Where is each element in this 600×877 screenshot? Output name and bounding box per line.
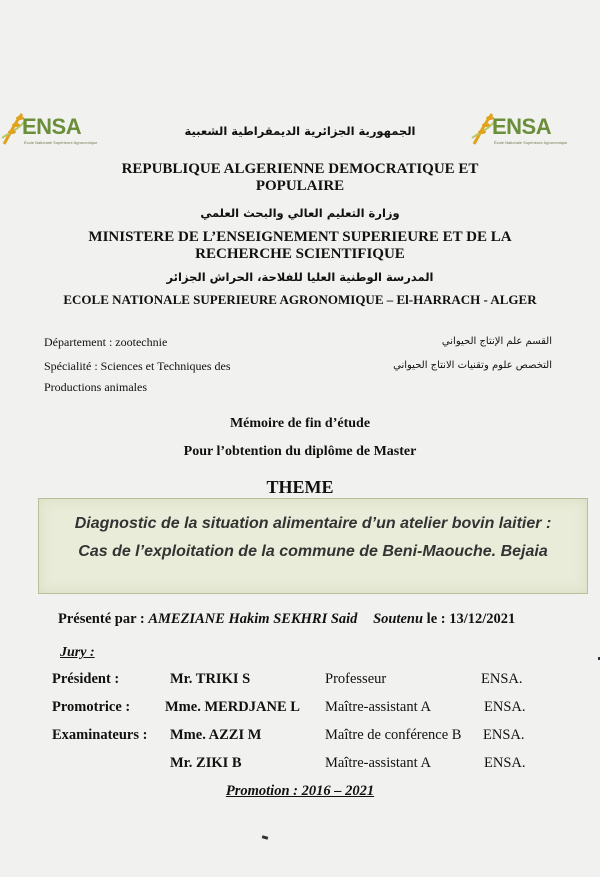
- jury-role: Président :: [52, 671, 120, 687]
- jury-institution: ENSA.: [484, 699, 526, 715]
- jury-institution: ENSA.: [484, 755, 526, 771]
- theme-line-2: Cas de l’exploitation de la commune de Beni-Maouche. Bejaia: [78, 543, 548, 560]
- logo-subtitle: École Nationale Supérieure Agronomique: [24, 140, 98, 145]
- authors: AMEZIANE Hakim SEKHRI Said: [148, 611, 358, 627]
- arabic-republic: الجمهورية الجزائرية الديمقراطية الشعبية: [184, 124, 416, 138]
- defense-date: le : 13/12/2021: [426, 611, 516, 627]
- memoire-subtitle: Pour l’obtention du diplôme de Master: [183, 444, 417, 459]
- speciality-arabic: التخصص علوم وتقنيات الانتاج الحيواني: [393, 360, 552, 371]
- department-label: Département : zootechnie: [44, 335, 168, 349]
- school-name: ECOLE NATIONALE SUPERIEURE AGRONOMIQUE – El-HARRACH - ALGER: [63, 292, 537, 307]
- logo-subtitle: École Nationale Supérieure Agronomique: [494, 140, 568, 145]
- jury-row: [0, 699, 600, 719]
- arabic-ministry: وزارة التعليم العالي والبحث العلمي: [200, 206, 400, 220]
- jury-role: Promotrice :: [52, 699, 131, 715]
- speck-mark: [262, 835, 269, 839]
- presentation-line: [58, 611, 515, 628]
- department-label-arabic: القسم علم الإنتاج الحيواني: [441, 336, 552, 347]
- jury-row: [0, 755, 600, 775]
- republic-line-2: POPULAIRE: [255, 178, 345, 194]
- memoire-title: Mémoire de fin d’étude: [229, 416, 371, 431]
- soutenu-label: Soutenu: [373, 611, 424, 627]
- speciality-line-2: Productions animales: [44, 380, 147, 394]
- jury-institution: ENSA.: [481, 671, 523, 687]
- jury-row: [0, 671, 600, 691]
- theme-label: THEME: [266, 477, 334, 497]
- theme-line-1: Diagnostic de la situation alimentaire d’un atelier bovin laitier :: [74, 515, 552, 532]
- jury-grade: Maître de conférence B: [325, 727, 462, 743]
- jury-title: Jury :: [60, 645, 95, 660]
- jury-institution: ENSA.: [483, 727, 525, 743]
- ministry-line-1: MINISTERE DE L’ENSEIGNEMENT SUPERIEURE ET DE LA: [88, 229, 512, 245]
- republic-line-1: REPUBLIQUE ALGERIENNE DEMOCRATIQUE ET: [121, 161, 479, 177]
- promotion: Promotion : 2016 – 2021: [225, 783, 375, 799]
- ministry-line-2: RECHERCHE SCIENTIFIQUE: [195, 246, 405, 262]
- speciality-line-1: Spécialité : Sciences et Techniques des: [44, 359, 231, 373]
- jury-name: Mr. ZIKI B: [170, 755, 242, 771]
- arabic-school: المدرسة الوطنية العليا للفلاحة، الحراش الجزائر: [166, 270, 434, 284]
- logo-text: ENSA: [492, 114, 552, 139]
- jury-name: Mr. TRIKI S: [170, 671, 251, 687]
- theme-box: [38, 498, 588, 594]
- presented-label: Présenté par :: [58, 611, 145, 627]
- jury-name: Mme. AZZI M: [170, 727, 262, 743]
- jury-grade: Maître-assistant A: [325, 699, 431, 715]
- jury-role: Examinateurs :: [52, 727, 148, 743]
- logo-text: ENSA: [22, 114, 82, 139]
- jury-grade: Professeur: [325, 671, 387, 687]
- jury-grade: Maître-assistant A: [325, 755, 431, 771]
- jury-row: [0, 727, 600, 747]
- jury-name: Mme. MERDJANE L: [165, 699, 300, 715]
